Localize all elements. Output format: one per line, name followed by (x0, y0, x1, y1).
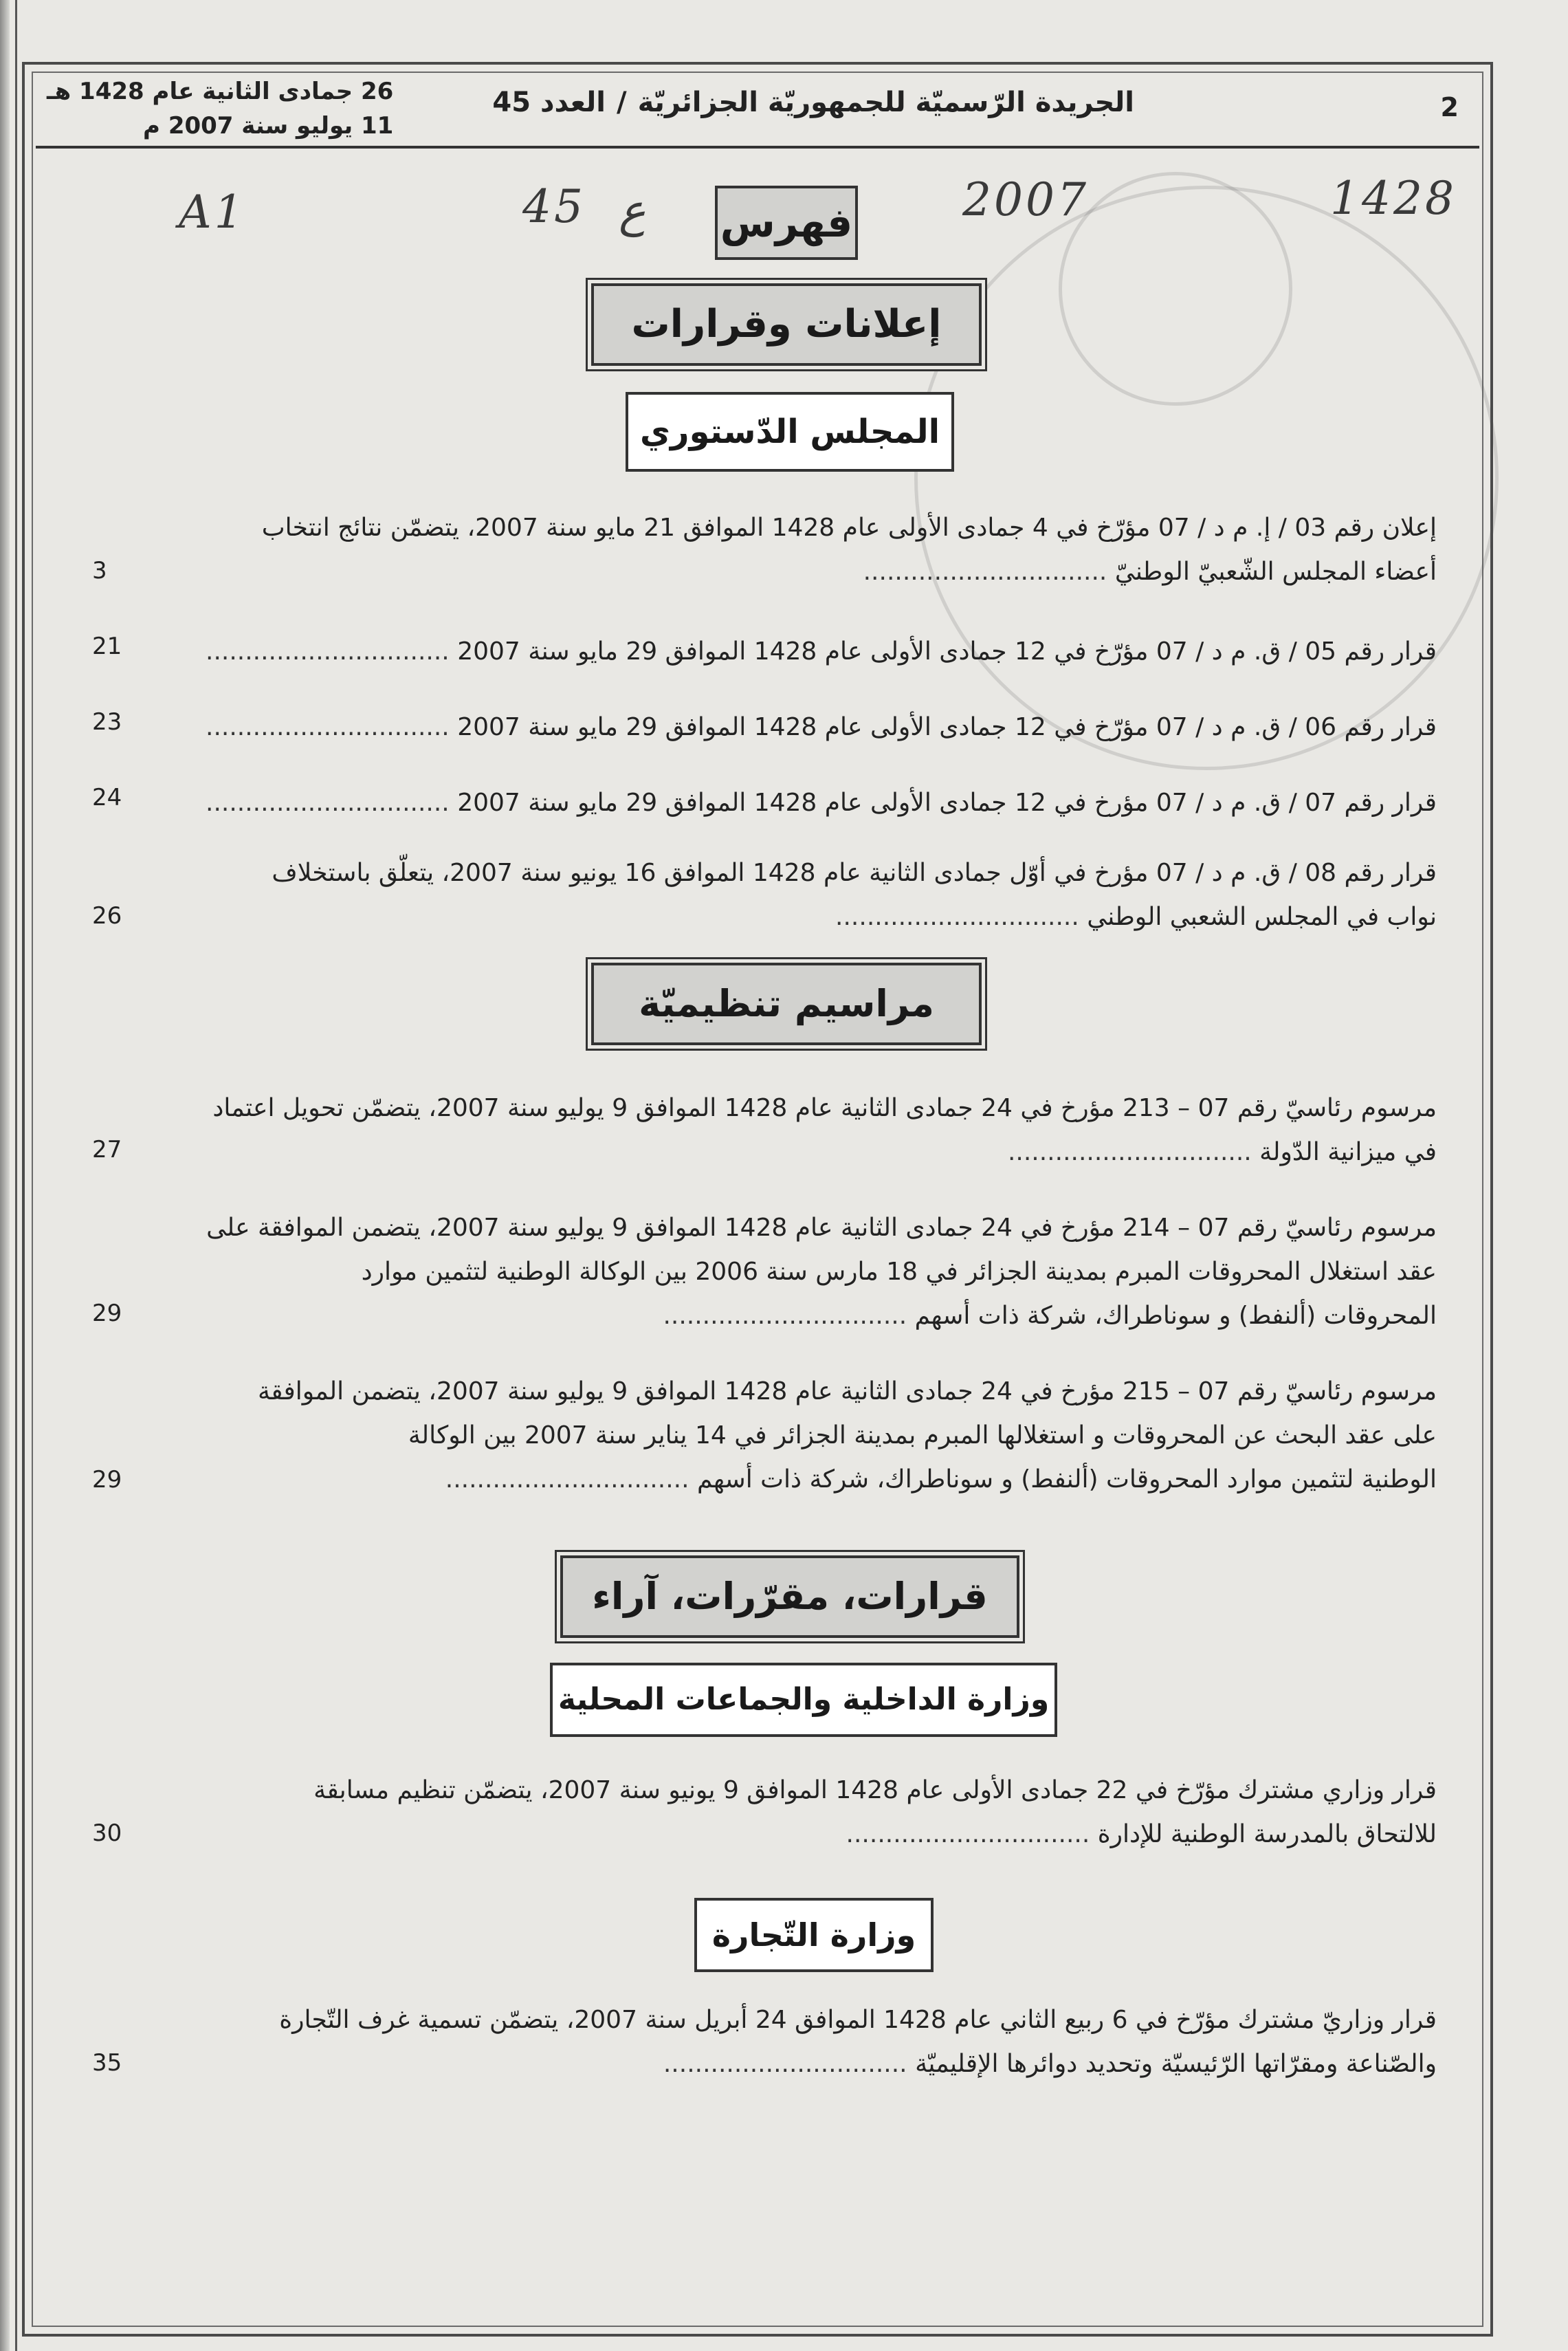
entry-7-page: 29 (92, 1300, 122, 1327)
handwritten-issue-mark: ع (619, 184, 646, 237)
entry-10-page: 35 (92, 2049, 122, 2077)
entry-1: إعلان رقم 03 / إ. م د / 07 مؤرّخ في 4 جمادى الأولى عام 1428 الموافق 21 مايو سنة 2007، يتضمّن نتائج انتخاب أعضاء المجلس الشّعبيّ الوطنيّ ............................... (261, 514, 1437, 586)
page-number: 2 (1440, 92, 1459, 122)
entry-3: قرار رقم 06 / ق. م د / 07 مؤرّخ في 12 جمادى الأولى عام 1428 الموافق 29 مايو سنة 2007 ............................... (206, 713, 1437, 741)
entry-9-page: 30 (92, 1819, 122, 1847)
binding-rule (15, 0, 17, 2351)
entry-5-page: 26 (92, 902, 122, 930)
section-announcements: إعلانات وقرارات (591, 283, 982, 366)
handwritten-year-greg: 2007 (962, 173, 1089, 226)
entry-10: قرار وزاريّ مشترك مؤرّخ في 6 ربيع الثاني عام 1428 الموافق 24 أبريل سنة 2007، يتضمّن تسمية غرف التّجارة والصّناعة ومقرّاتها الرّئيسيّة وتحديد دوائرها الإقليميّة ............................... (279, 2006, 1437, 2078)
entry-9: قرار وزاري مشترك مؤرّخ في 22 جمادى الأولى عام 1428 الموافق 9 يونيو سنة 2007، يتضمّن تنظيم مسابقة للالتحاق بالمدرسة الوطنية للإدارة ............................... (313, 1776, 1437, 1848)
gregorian-date: 11 يوليو سنة 2007 م (143, 112, 394, 140)
entry-4: قرار رقم 07 / ق. م د / 07 مؤرخ في 12 جمادى الأولى عام 1428 الموافق 29 مايو سنة 2007 ............................... (206, 789, 1437, 817)
hijri-date: 26 جمادى الثانية عام 1428 هـ (47, 78, 394, 105)
entry-6: مرسوم رئاسيّ رقم 07 – 213 مؤرخ في 24 جمادى الثانية عام 1428 الموافق 9 يوليو سنة 2007، يتضمّن تحويل اعتماد في ميزانية الدّولة ............................... (212, 1094, 1437, 1166)
issue-number: العدد 45 (492, 87, 606, 118)
header-rule (36, 146, 1479, 149)
entry-2: قرار رقم 05 / ق. م د / 07 مؤرّخ في 12 جمادى الأولى عام 1428 الموافق 29 مايو سنة 2007 ............................... (206, 637, 1437, 666)
faint-seal (1059, 172, 1292, 406)
gazette-title: الجريدة الرّسميّة للجمهوريّة الجزائريّة/العدد 45 (492, 87, 1134, 118)
section-decisions: قرارات، مقرّرات، آراء (560, 1555, 1019, 1638)
gazette-header (41, 72, 1478, 147)
section-commerce-ministry: وزارة التّجارة (694, 1898, 934, 1972)
handwritten-year-hijri: 1428 (1330, 172, 1457, 225)
entry-6-page: 27 (92, 1136, 122, 1163)
entry-1-page: 3 (92, 557, 107, 584)
handwritten-code: A1 (179, 186, 246, 239)
page-edge-shadow (0, 0, 10, 2351)
section-regulatory-decrees: مراسيم تنظيميّة (591, 963, 982, 1045)
entry-2-page: 21 (92, 633, 122, 660)
section-constitutional-council: المجلس الدّستوري (626, 392, 954, 472)
entry-8-page: 29 (92, 1466, 122, 1494)
entry-3-page: 23 (92, 708, 122, 736)
entry-5: قرار رقم 08 / ق. م د / 07 مؤرخ في أوّل جمادى الثانية عام 1428 الموافق 16 يونيو سنة 2007، يتعلّق باستخلاف نواب في المجلس الشعبي الوطني ............................... (272, 859, 1437, 931)
index-title: فهرس (715, 186, 858, 260)
entry-4-page: 24 (92, 784, 122, 811)
section-interior-ministry: وزارة الداخلية والجماعات المحلية (550, 1663, 1057, 1737)
entry-8: مرسوم رئاسيّ رقم 07 – 215 مؤرخ في 24 جمادى الثانية عام 1428 الموافق 9 يوليو سنة 2007، يتضمن الموافقة على عقد البحث عن المحروقات و استغلالها المبرم بمدينة الجزائر في 14 يناير سنة 2007 بين الوكالة الوطنية لتثمين موارد المحروقات (ألنفط) و سوناطراك، شركة ذات أسهم ............................... (258, 1377, 1437, 1494)
issue-dates (47, 74, 393, 143)
entry-7: مرسوم رئاسيّ رقم 07 – 214 مؤرخ في 24 جمادى الثانية عام 1428 الموافق 9 يوليو سنة 2007، يتضمن الموافقة على عقد استغلال المحروقات المبرم بمدينة الجزائر في 18 مارس سنة 2006 بين الوكالة الوطنية لتثمين موارد المحروقات (ألنفط) و سوناطراك، شركة ذات أسهم ............................... (206, 1214, 1437, 1330)
handwritten-issue-no: 45 (522, 180, 586, 233)
